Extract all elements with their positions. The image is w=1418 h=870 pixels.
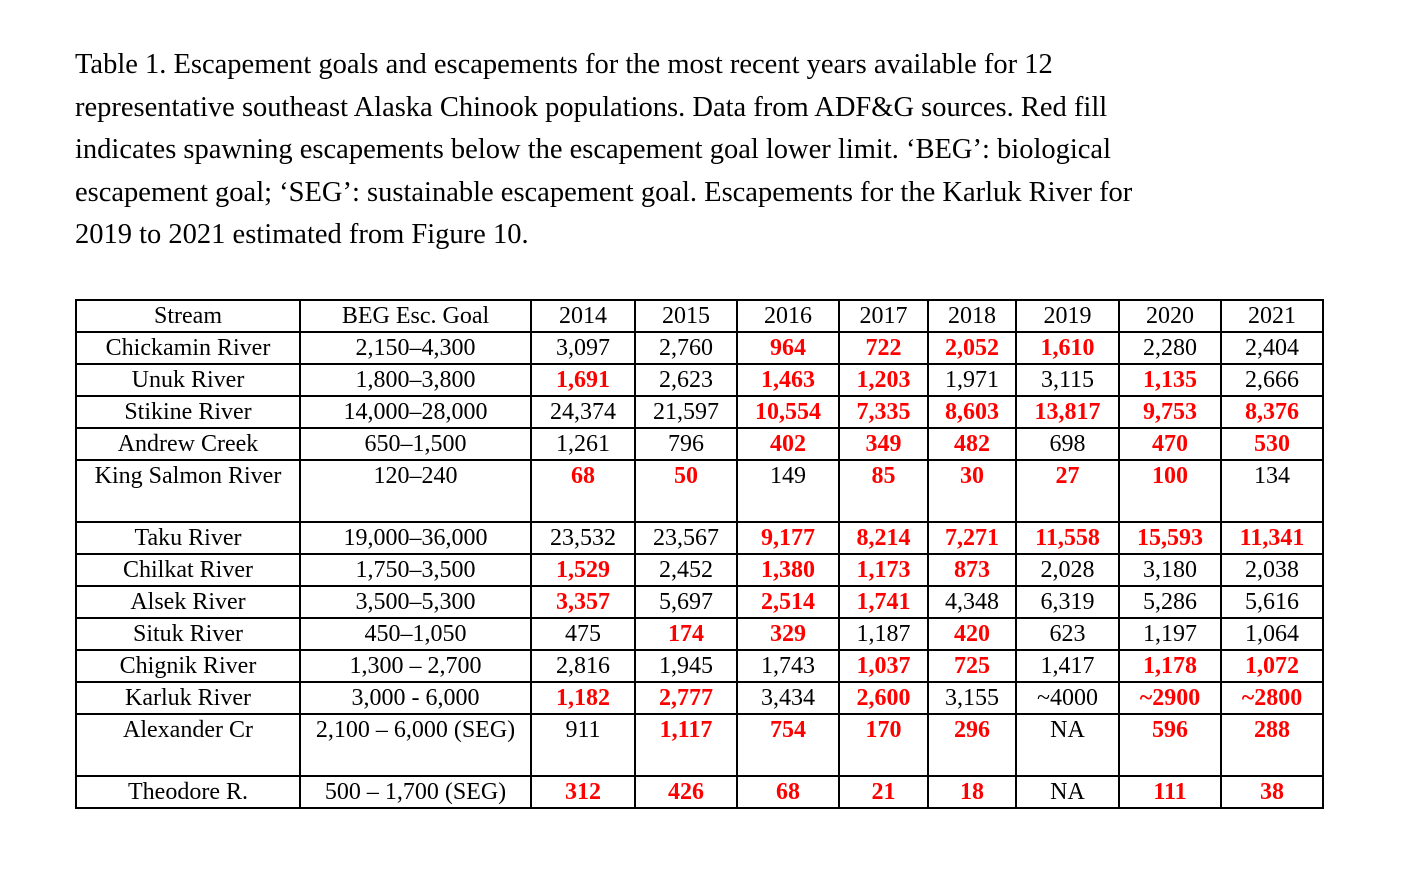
- escapement-value-below-goal: 596: [1119, 714, 1221, 776]
- table-row: [76, 650, 1323, 682]
- column-header: 2014: [531, 300, 635, 332]
- escapement-value-below-goal: ~2800: [1221, 682, 1323, 714]
- escapement-value-below-goal: 68: [531, 460, 635, 522]
- column-header: Stream: [76, 300, 300, 332]
- escapement-value-below-goal: 100: [1119, 460, 1221, 522]
- escapement-value-below-goal: 402: [737, 428, 839, 460]
- escapement-value-below-goal: 296: [928, 714, 1016, 776]
- table-row: [76, 682, 1323, 714]
- escapement-value-below-goal: 329: [737, 618, 839, 650]
- escapement-value-below-goal: 15,593: [1119, 522, 1221, 554]
- escapement-value: 5,697: [635, 586, 737, 618]
- column-header: 2015: [635, 300, 737, 332]
- escapement-value: 911: [531, 714, 635, 776]
- stream-name: Taku River: [76, 522, 300, 554]
- stream-name: Chickamin River: [76, 332, 300, 364]
- escapement-goal: 3,500–5,300: [300, 586, 531, 618]
- column-header: 2020: [1119, 300, 1221, 332]
- escapement-value-below-goal: 27: [1016, 460, 1119, 522]
- escapement-value: 23,567: [635, 522, 737, 554]
- header-row: [76, 300, 1323, 332]
- escapement-value-below-goal: 1,203: [839, 364, 928, 396]
- escapement-value-below-goal: 170: [839, 714, 928, 776]
- escapement-goal: 19,000–36,000: [300, 522, 531, 554]
- escapement-value: NA: [1016, 776, 1119, 808]
- escapement-value-below-goal: 349: [839, 428, 928, 460]
- column-header: 2017: [839, 300, 928, 332]
- stream-name: Situk River: [76, 618, 300, 650]
- escapement-value: 5,286: [1119, 586, 1221, 618]
- escapement-value-below-goal: 8,214: [839, 522, 928, 554]
- escapement-value-below-goal: 68: [737, 776, 839, 808]
- escapement-value: 1,417: [1016, 650, 1119, 682]
- escapement-value: 149: [737, 460, 839, 522]
- stream-name: Alexander Cr: [76, 714, 300, 776]
- escapement-value-below-goal: 754: [737, 714, 839, 776]
- table-row: [76, 428, 1323, 460]
- escapement-value-below-goal: 174: [635, 618, 737, 650]
- stream-name: Andrew Creek: [76, 428, 300, 460]
- escapement-value: 2,038: [1221, 554, 1323, 586]
- escapement-value: 3,155: [928, 682, 1016, 714]
- stream-name: Karluk River: [76, 682, 300, 714]
- escapement-value: 2,816: [531, 650, 635, 682]
- escapement-value: 21,597: [635, 396, 737, 428]
- column-header: BEG Esc. Goal: [300, 300, 531, 332]
- escapement-value-below-goal: 2,777: [635, 682, 737, 714]
- escapement-value-below-goal: 111: [1119, 776, 1221, 808]
- escapement-value-below-goal: 10,554: [737, 396, 839, 428]
- stream-name: Chilkat River: [76, 554, 300, 586]
- escapement-value-below-goal: 38: [1221, 776, 1323, 808]
- column-header: 2016: [737, 300, 839, 332]
- escapement-value: NA: [1016, 714, 1119, 776]
- escapement-value: 1,261: [531, 428, 635, 460]
- caption-line: escapement goal; ‘SEG’: sustainable escapement goal. Escapements for the Karluk River for: [75, 176, 1133, 208]
- escapement-value-below-goal: 13,817: [1016, 396, 1119, 428]
- escapement-goal: 120–240: [300, 460, 531, 522]
- escapement-goal: 1,300 – 2,700: [300, 650, 531, 682]
- escapement-value-below-goal: 1,610: [1016, 332, 1119, 364]
- stream-name: Unuk River: [76, 364, 300, 396]
- escapement-value: 24,374: [531, 396, 635, 428]
- escapement-value-below-goal: 1,178: [1119, 650, 1221, 682]
- escapement-value: 2,452: [635, 554, 737, 586]
- escapement-value-below-goal: 11,558: [1016, 522, 1119, 554]
- escapement-value: 1,064: [1221, 618, 1323, 650]
- escapement-value: 2,280: [1119, 332, 1221, 364]
- escapement-table: [75, 299, 1324, 809]
- escapement-value-below-goal: 420: [928, 618, 1016, 650]
- escapement-value: 796: [635, 428, 737, 460]
- escapement-value-below-goal: 470: [1119, 428, 1221, 460]
- escapement-value-below-goal: 1,037: [839, 650, 928, 682]
- escapement-goal: 3,000 - 6,000: [300, 682, 531, 714]
- table-row: [76, 554, 1323, 586]
- table-row: [76, 714, 1323, 776]
- column-header: 2021: [1221, 300, 1323, 332]
- stream-name: King Salmon River: [76, 460, 300, 522]
- escapement-value: 2,623: [635, 364, 737, 396]
- column-header: 2018: [928, 300, 1016, 332]
- escapement-value: 475: [531, 618, 635, 650]
- escapement-value: 6,319: [1016, 586, 1119, 618]
- escapement-value: 23,532: [531, 522, 635, 554]
- table-caption: [75, 44, 1335, 257]
- escapement-value-below-goal: 2,600: [839, 682, 928, 714]
- escapement-value: 3,097: [531, 332, 635, 364]
- escapement-value: 3,434: [737, 682, 839, 714]
- escapement-value-below-goal: 1,463: [737, 364, 839, 396]
- escapement-value: 1,743: [737, 650, 839, 682]
- escapement-value-below-goal: 7,271: [928, 522, 1016, 554]
- stream-name: Stikine River: [76, 396, 300, 428]
- escapement-value-below-goal: 1,691: [531, 364, 635, 396]
- escapement-value-below-goal: 50: [635, 460, 737, 522]
- escapement-value-below-goal: 482: [928, 428, 1016, 460]
- escapement-value: ~4000: [1016, 682, 1119, 714]
- escapement-value-below-goal: 8,603: [928, 396, 1016, 428]
- escapement-value: 5,616: [1221, 586, 1323, 618]
- escapement-value-below-goal: ~2900: [1119, 682, 1221, 714]
- escapement-value: 698: [1016, 428, 1119, 460]
- escapement-value-below-goal: 21: [839, 776, 928, 808]
- escapement-value-below-goal: 7,335: [839, 396, 928, 428]
- table-row: [76, 396, 1323, 428]
- table-row: [76, 364, 1323, 396]
- escapement-value-below-goal: 30: [928, 460, 1016, 522]
- escapement-goal: 2,100 – 6,000 (SEG): [300, 714, 531, 776]
- escapement-value-below-goal: 1,529: [531, 554, 635, 586]
- escapement-goal: 2,150–4,300: [300, 332, 531, 364]
- escapement-goal: 500 – 1,700 (SEG): [300, 776, 531, 808]
- escapement-value: 3,115: [1016, 364, 1119, 396]
- escapement-value-below-goal: 3,357: [531, 586, 635, 618]
- stream-name: Alsek River: [76, 586, 300, 618]
- escapement-value: 2,028: [1016, 554, 1119, 586]
- escapement-value: 3,180: [1119, 554, 1221, 586]
- escapement-value: 2,666: [1221, 364, 1323, 396]
- escapement-value-below-goal: 1,135: [1119, 364, 1221, 396]
- escapement-value-below-goal: 288: [1221, 714, 1323, 776]
- table-row: [76, 332, 1323, 364]
- escapement-value-below-goal: 8,376: [1221, 396, 1323, 428]
- escapement-value: 4,348: [928, 586, 1016, 618]
- caption-line: Table 1. Escapement goals and escapements for the most recent years available for 12: [75, 49, 1053, 80]
- escapement-value-below-goal: 9,177: [737, 522, 839, 554]
- escapement-value-below-goal: 722: [839, 332, 928, 364]
- escapement-value: 2,404: [1221, 332, 1323, 364]
- escapement-value-below-goal: 2,514: [737, 586, 839, 618]
- escapement-value: 1,971: [928, 364, 1016, 396]
- table-row: [76, 522, 1323, 554]
- table-row: [76, 460, 1323, 522]
- escapement-value: 1,187: [839, 618, 928, 650]
- caption-line: indicates spawning escapements below the escapement goal lower limit. ‘BEG’: biological: [75, 134, 1111, 165]
- escapement-value-below-goal: 1,117: [635, 714, 737, 776]
- escapement-goal: 1,800–3,800: [300, 364, 531, 396]
- stream-name: Theodore R.: [76, 776, 300, 808]
- stream-name: Chignik River: [76, 650, 300, 682]
- escapement-value: 623: [1016, 618, 1119, 650]
- escapement-goal: 1,750–3,500: [300, 554, 531, 586]
- escapement-value-below-goal: 18: [928, 776, 1016, 808]
- escapement-goal: 450–1,050: [300, 618, 531, 650]
- escapement-value-below-goal: 1,741: [839, 586, 928, 618]
- caption-line: 2019 to 2021 estimated from Figure 10.: [75, 219, 529, 250]
- escapement-value: 2,760: [635, 332, 737, 364]
- column-header: 2019: [1016, 300, 1119, 332]
- escapement-value-below-goal: 9,753: [1119, 396, 1221, 428]
- escapement-value-below-goal: 11,341: [1221, 522, 1323, 554]
- escapement-value: 134: [1221, 460, 1323, 522]
- escapement-value-below-goal: 725: [928, 650, 1016, 682]
- table-row: [76, 586, 1323, 618]
- escapement-value-below-goal: 2,052: [928, 332, 1016, 364]
- escapement-value: 1,945: [635, 650, 737, 682]
- escapement-value-below-goal: 1,072: [1221, 650, 1323, 682]
- caption-line: representative southeast Alaska Chinook populations. Data from ADF&G sources. Red fill: [75, 91, 1108, 123]
- escapement-value-below-goal: 530: [1221, 428, 1323, 460]
- escapement-value-below-goal: 1,173: [839, 554, 928, 586]
- table-row: [76, 618, 1323, 650]
- escapement-value-below-goal: 1,182: [531, 682, 635, 714]
- table-row: [76, 776, 1323, 808]
- escapement-value-below-goal: 312: [531, 776, 635, 808]
- escapement-value: 1,197: [1119, 618, 1221, 650]
- escapement-value-below-goal: 1,380: [737, 554, 839, 586]
- escapement-value-below-goal: 964: [737, 332, 839, 364]
- escapement-value-below-goal: 426: [635, 776, 737, 808]
- escapement-goal: 650–1,500: [300, 428, 531, 460]
- escapement-goal: 14,000–28,000: [300, 396, 531, 428]
- escapement-value-below-goal: 873: [928, 554, 1016, 586]
- escapement-value-below-goal: 85: [839, 460, 928, 522]
